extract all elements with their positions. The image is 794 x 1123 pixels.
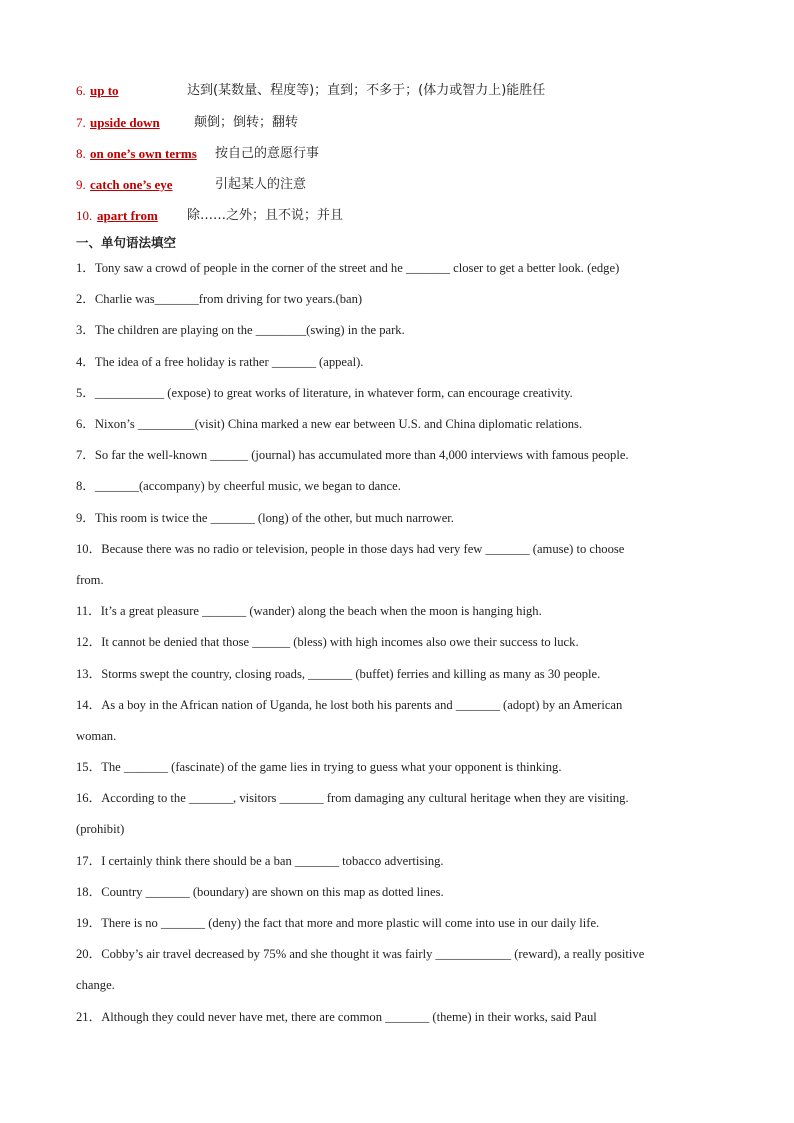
question-item [76,471,716,502]
question-text-continued: change. [76,978,115,993]
phrase-meaning: 除……之外；且不说；并且 [187,208,344,223]
phrase-term: catch one’s eye [90,177,173,192]
question-item [76,908,716,939]
phrase-item [76,112,299,134]
question-text: 2．Charlie was_______from driving for two years.(ban) [76,292,363,306]
question-item [76,503,716,534]
question-text: 6．Nixon’s _________(visit) China marked a new ear between U.S. and China diplomatic relations. [76,417,583,431]
question-text: 11．It’s a great pleasure _______ (wander) along the beach when the moon is hanging high. [76,604,542,618]
question-text: 16．According to the _______, visitors _______ from damaging any cultural heritage when they are visiting. [76,791,629,805]
question-text: 10．Because there was no radio or television, people in those days had very few _______ (amuse) to choose [76,542,625,556]
question-text: 5．___________ (expose) to great works of literature, in whatever form, can encourage creativity. [76,386,573,400]
phrase-number: 6. [76,83,86,98]
phrase-meaning: 按自己的意愿行事 [215,146,320,161]
phrase-item [76,174,307,196]
question-item [76,690,716,752]
phrase-term: on one’s own terms [90,146,197,161]
question-item [76,627,716,658]
question-text: 18．Country _______ (boundary) are shown on this map as dotted lines. [76,885,444,899]
question-text-continued: from. [76,573,104,588]
question-item [76,534,716,596]
question-text: 13．Storms swept the country, closing roads, _______ (buffet) ferries and killing as many as 30 people. [76,667,601,681]
question-text: 4．The idea of a free holiday is rather _______ (appeal). [76,355,364,369]
question-text: 7．So far the well-known ______ (journal) has accumulated more than 4,000 interviews with famous people. [76,448,629,462]
phrase-number: 10. [76,208,93,223]
phrase-item [76,143,320,165]
question-item [76,253,716,284]
question-text: 21．Although they could never have met, there are common _______ (theme) in their works, said Paul [76,1010,597,1024]
phrase-number: 8. [76,146,86,161]
question-item [76,347,716,378]
question-item [76,752,716,783]
question-item [76,378,716,409]
question-item [76,440,716,471]
question-text: 15．The _______ (fascinate) of the game lies in trying to guess what your opponent is thinking. [76,760,562,774]
question-text: 19．There is no _______ (deny) the fact that more and more plastic will come into use in our daily life. [76,916,600,930]
question-item [76,1002,716,1033]
question-item [76,315,716,346]
phrase-term: apart from [97,208,158,223]
phrase-item [76,80,546,102]
question-text: 17．I certainly think there should be a ban _______ tobacco advertising. [76,854,444,868]
question-text: 14．As a boy in the African nation of Uganda, he lost both his parents and _______ (adopt) by an American [76,698,623,712]
question-text: 20．Cobby’s air travel decreased by 75% and she thought it was fairly ____________ (reward), a really positive [76,947,645,961]
question-item [76,877,716,908]
phrase-number: 7. [76,115,86,130]
question-item [76,284,716,315]
question-text: 9．This room is twice the _______ (long) of the other, but much narrower. [76,511,454,525]
question-item [76,596,716,627]
question-item [76,409,716,440]
phrase-term: upside down [90,115,160,130]
question-item [76,846,716,877]
phrase-item [76,205,344,227]
question-text-continued: woman. [76,729,117,744]
question-text: 1．Tony saw a crowd of people in the corner of the street and he _______ closer to get a better look. (edge) [76,261,620,275]
phrase-meaning: 颠倒；倒转；翻转 [194,115,299,130]
question-text: 8．_______(accompany) by cheerful music, we began to dance. [76,479,401,493]
question-text: 12．It cannot be denied that those ______ (bless) with high incomes also owe their success to luck. [76,635,579,649]
phrase-number: 9. [76,177,86,192]
section-title: 一、单句语法填空 [76,235,177,250]
question-item [76,939,716,1001]
question-text-continued: (prohibit) [76,822,125,837]
phrase-meaning: 引起某人的注意 [215,177,307,192]
phrase-term: up to [90,83,119,98]
phrase-meaning: 达到(某数量、程度等)；直到；不多于；(体力或智力上)能胜任 [187,83,546,98]
question-text: 3．The children are playing on the ________(swing) in the park. [76,323,405,337]
question-item [76,659,716,690]
question-item [76,783,716,845]
